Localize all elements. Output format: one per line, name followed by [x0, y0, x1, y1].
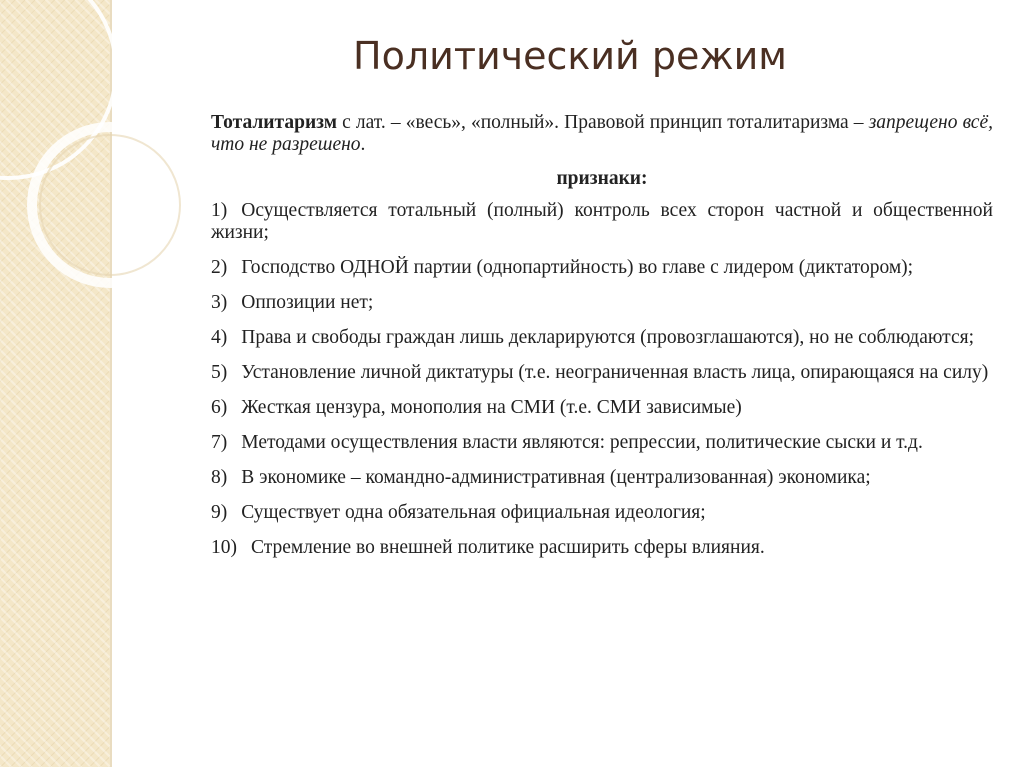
list-item [211, 537, 993, 559]
list-item [211, 467, 993, 489]
item-text: Существует одна обязательная официальная идеология; [241, 502, 706, 524]
item-text: Осуществляется тотальный (полный) контроль всех сторон частной и общественной жизни; [211, 200, 993, 244]
subheading: признаки: [556, 168, 648, 190]
list-item [211, 327, 993, 349]
item-text: Методами осуществления власти являются: репрессии, политические сыски и т.д. [241, 432, 923, 454]
item-number: 9) [211, 502, 228, 524]
item-text: Установление личной диктатуры (т.е. неограниченная власть лица, опирающаяся на силу) [241, 362, 989, 384]
list-item [211, 292, 993, 314]
item-number: 3) [211, 292, 228, 314]
intro-text-1: с лат. – «весь», «полный». Правовой принцип тоталитаризма – [337, 112, 869, 133]
item-text: В экономике – командно-административная (централизованная) экономика; [241, 467, 871, 489]
item-text: Права и свободы граждан лишь декларируются (провозглашаются), но не соблюдаются; [241, 327, 974, 349]
item-number: 5) [211, 362, 228, 384]
intro-text-2: . [360, 134, 366, 156]
list-item [211, 397, 993, 419]
item-number: 2) [211, 257, 228, 279]
list-item [211, 432, 993, 454]
item-number: 4) [211, 327, 228, 349]
item-text: Оппозиции нет; [241, 292, 374, 314]
list-item [211, 362, 993, 384]
list-item [211, 200, 993, 244]
item-number: 6) [211, 397, 228, 419]
intro-paragraph [211, 112, 993, 156]
slide-content [211, 112, 993, 572]
list-item [211, 257, 993, 279]
term: Тоталитаризм [211, 112, 338, 133]
item-text: Господство ОДНОЙ партии (однопартийность) во главе с лидером (диктатором); [241, 257, 914, 279]
list-item [211, 502, 993, 524]
item-number: 1) [211, 200, 228, 222]
legal-principle: запрещено всё, что не разрешено [211, 112, 993, 156]
small-ring-shadow [40, 135, 180, 275]
decorative-rings-icon [0, 0, 180, 320]
item-text: Жесткая цензура, монополия на СМИ (т.е. СМИ зависимые) [241, 397, 742, 419]
small-ring [32, 127, 188, 283]
item-text: Стремление во внешней политике расширить сферы влияния. [251, 537, 765, 559]
item-number: 7) [211, 432, 228, 454]
slide-title: Политический режим [353, 34, 787, 78]
item-number: 10) [211, 537, 237, 559]
item-number: 8) [211, 467, 228, 489]
